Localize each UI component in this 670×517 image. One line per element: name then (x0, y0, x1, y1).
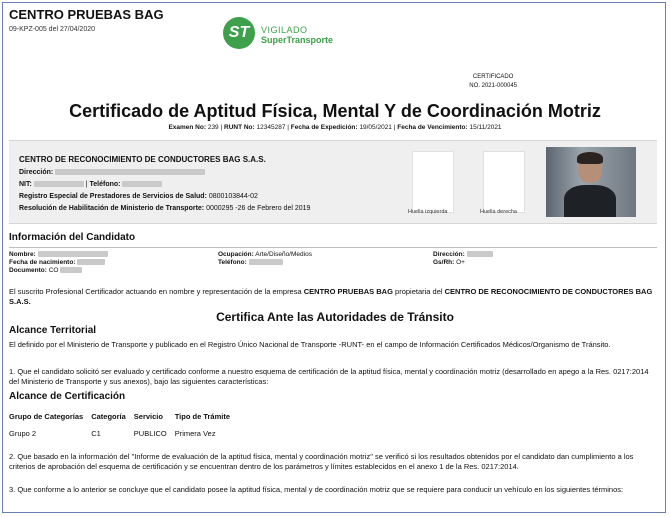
intro-company: CENTRO PRUEBAS BAG (303, 287, 393, 296)
intro-paragraph (9, 287, 659, 306)
candidate-name-row (9, 251, 108, 258)
redacted-phone (122, 181, 162, 187)
left-fingerprint-label: Huella izquierda (408, 209, 448, 215)
redacted-address (55, 169, 205, 175)
supertransporte-logo (223, 13, 363, 53)
candidate-name-label: Nombre: (9, 251, 36, 258)
right-fingerprint-box (483, 151, 525, 213)
header-categoria: Categoría (91, 412, 126, 421)
candidate-phone-label: Teléfono: (218, 259, 247, 266)
candidate-document-row (9, 267, 82, 274)
candidate-occupation-label: Ocupación: (218, 251, 254, 258)
center-nit-label: NIT: (19, 181, 32, 188)
issue-label: Fecha de Expedición: (290, 124, 358, 131)
center-phone-label: Teléfono: (89, 181, 121, 188)
left-fingerprint-box (412, 151, 454, 213)
certificate-number-block (469, 73, 517, 91)
logo-mark: ST (223, 17, 255, 49)
center-registry-label: Registro Especial de Prestadores de Servicios de Salud: (19, 193, 207, 200)
redacted-candidate-phone (249, 259, 283, 265)
candidate-photo (546, 147, 636, 217)
candidate-address-label: Dirección: (433, 251, 465, 258)
candidate-blood-value: O+ (456, 259, 465, 266)
center-address-label: Dirección: (19, 169, 54, 176)
exam-meta-line: Examen No: 239 | RUNT No: 12345287 | Fecha de Expedición: 19/05/2021 | Fecha de Vencimiento: 15/11/2021 (168, 124, 502, 131)
point-2: 2. Que basado en la información del "Informe de evaluación de la aptitud física, mental y coordinación motriz" se verificó si los resultados obtenidos por el candidato dan cumplimiento a los criterios de aprobación del esquema de certificación y se encuentran dentro de los parámetros y límites establecidos en el anexo 1 de la Res. 0217:2014. (9, 452, 634, 471)
center-address-row (19, 169, 205, 176)
candidate-blood-label: Gs/Rh: (433, 259, 455, 266)
redacted-name (38, 251, 108, 257)
candidate-birth-label: Fecha de nacimiento: (9, 259, 76, 266)
alcance-territorial-text: El definido por el Ministerio de Transporte y publicado en el Registro Único Nacional de Transporte -RUNT- en el campo de Información Certificados Médicos/Organismo de Tránsito. (9, 340, 611, 349)
candidate-occupation-value: Arte/Diseño/Medios (255, 251, 312, 258)
point-3: 3. Que conforme a lo anterior se concluye que el candidato posee la aptitud física, mental y de coordinación motriz que se requiere para conducir un vehículo en los siguientes términos: (9, 485, 624, 494)
intro-center: CENTRO DE RECONOCIMIENTO DE CONDUCTORES BAG S.A.S. (9, 287, 653, 306)
redacted-candidate-address (467, 251, 493, 257)
candidate-section-title: Información del Candidato (9, 232, 136, 243)
redacted-birth (77, 259, 105, 265)
expiry-label: Fecha de Vencimiento: (397, 124, 468, 131)
document-title: Certificado de Aptitud Física, Mental Y de Coordinación Motriz (69, 101, 601, 121)
logo-line1: VIGILADO (261, 25, 308, 35)
center-info-box (9, 140, 657, 224)
intro-part1: El suscrito Profesional Certificador actuando en nombre y representación de la empresa (9, 287, 304, 296)
center-registry-value: 0800103844-02 (208, 193, 258, 200)
exam-label: Examen No: (168, 124, 207, 131)
header-servicio: Servicio (133, 412, 163, 421)
candidate-phone-row (218, 259, 283, 266)
center-resolution-label: Resolución de Habilitación de Ministerio de Transporte: (19, 205, 205, 212)
center-resolution-row (19, 205, 310, 212)
header-grupo: Grupo de Categorías (9, 412, 84, 421)
table-row (9, 423, 238, 439)
runt-label: RUNT No: (224, 124, 255, 131)
candidate-address-row (433, 251, 493, 258)
cell-tramite: Primera Vez (174, 429, 216, 438)
certificate-number: NO. 2021-000045 (469, 83, 517, 89)
right-fingerprint-label: Huella derecha (480, 209, 517, 215)
alcance-certificacion-title: Alcance de Certificación (9, 391, 126, 402)
candidate-blood-row (433, 259, 465, 266)
certificate-document (2, 2, 666, 513)
candidate-document-value: CO (48, 267, 59, 274)
cell-servicio: PUBLICO (133, 429, 167, 438)
expiry-value: 15/11/2021 (469, 124, 502, 131)
candidate-section-rule (9, 247, 657, 248)
cell-grupo: Grupo 2 (9, 429, 37, 438)
certifica-title: Certifica Ante las Autoridades de Tránsito (216, 310, 454, 324)
certificate-label: CERTIFICADO (472, 74, 514, 80)
table-header-row (9, 411, 238, 423)
candidate-document-label: Documento: (9, 267, 47, 274)
candidate-occupation-row (218, 251, 312, 258)
center-name: CENTRO DE RECONOCIMIENTO DE CONDUCTORES BAG S.A.S. (19, 155, 266, 164)
company-ref-line: 09-KPZ-005 del 27/04/2020 (9, 26, 96, 33)
logo-line2: SuperTransporte (261, 35, 334, 45)
redacted-document (60, 267, 82, 273)
exam-value: 239 (207, 124, 219, 131)
center-registry-row (19, 193, 258, 200)
center-resolution-value: 0000295 -26 de Febrero del 2019 (206, 205, 311, 212)
point-1: 1. Que el candidato solicitó ser evaluado y certificado conforme a nuestro esquema de certificación de la aptitud física, mental y coordinación motriz (desarrollado en apego a la Res. 0217:2014 del Ministerio de Transporte y sus anexos), bajo las siguientes características: (9, 367, 649, 386)
runt-value: 12345287 (256, 124, 286, 131)
cell-categoria: C1 (91, 429, 101, 438)
center-nit-row: NIT: | Teléfono: (19, 181, 162, 188)
company-name: CENTRO PRUEBAS BAG (9, 7, 164, 22)
issue-value: 19/05/2021 (359, 124, 392, 131)
intro-part2: propietaria del (392, 287, 445, 296)
certification-table (9, 411, 238, 439)
header-tramite: Tipo de Trámite (174, 412, 231, 421)
candidate-birth-row (9, 259, 105, 266)
alcance-territorial-title: Alcance Territorial (9, 325, 97, 336)
redacted-nit (34, 181, 84, 187)
